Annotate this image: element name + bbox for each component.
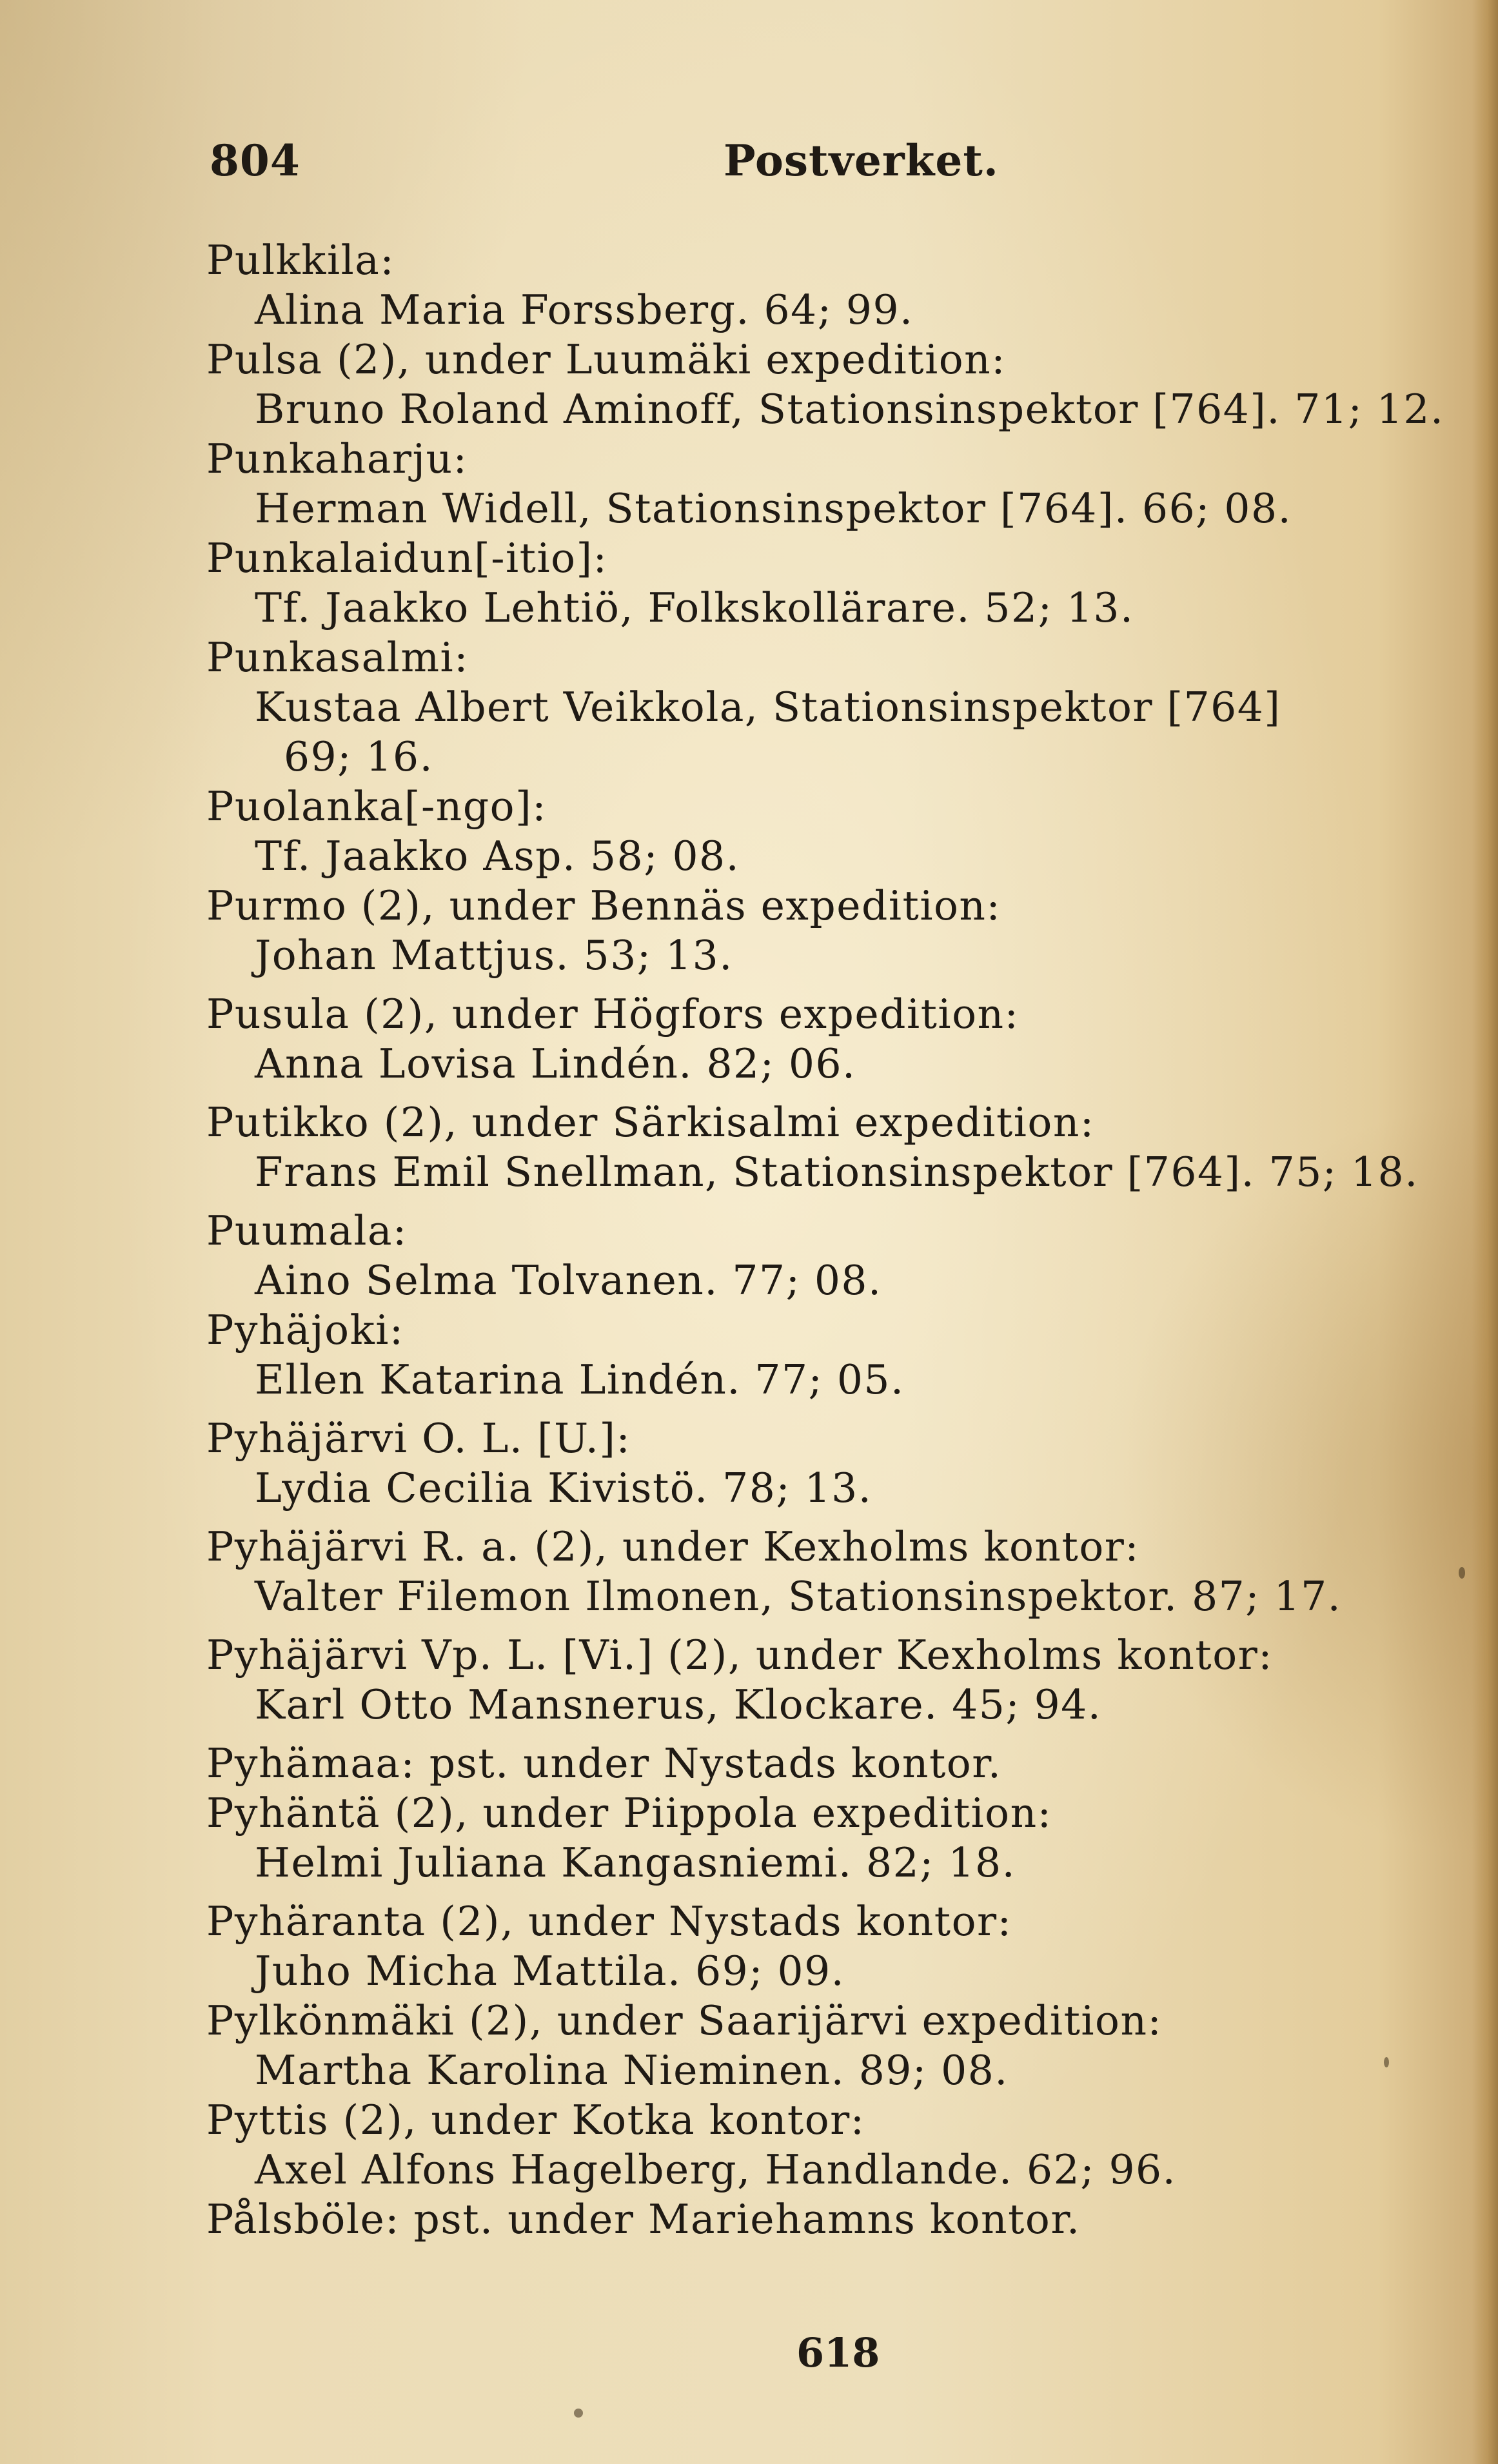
spacer <box>206 1887 1483 1897</box>
list-item <box>206 2095 1483 2194</box>
person-line: Lydia Cecilia Kivistö. 78; 13. <box>255 1464 872 1512</box>
place-name: Pusula (2), under Högfors expedition: <box>206 991 1020 1038</box>
person-line: Juho Micha Mattila. 69; 09. <box>255 1947 845 1995</box>
person-line: Valter Filemon Ilmonen, Stationsinspektor. 87; 17. <box>255 1573 1342 1620</box>
list-item <box>206 1788 1483 1887</box>
person-line: Karl Otto Mansnerus, Klockare. 45; 94. <box>255 1681 1102 1728</box>
list-item <box>206 533 1483 633</box>
person-line: Frans Emil Snellman, Stationsinspektor [764]. 75; 18. <box>255 1148 1419 1196</box>
ink-speck <box>574 2409 583 2418</box>
place-name: Puolanka[-ngo]: <box>206 783 547 830</box>
person-line: Bruno Roland Aminoff, Stationsinspektor [764]. 71; 12. <box>255 386 1444 433</box>
list-item <box>206 1996 1483 2095</box>
spacer <box>206 1730 1483 1739</box>
folio-number: 618 <box>796 2329 880 2376</box>
place-name: Pulkkila: <box>206 237 395 284</box>
person-line: Tf. Jaakko Asp. 58; 08. <box>255 833 740 880</box>
list-item <box>206 1305 1483 1404</box>
page-number: 804 <box>210 135 301 186</box>
place-name: Pylkönmäki (2), under Saarijärvi expedition: <box>206 1997 1163 2044</box>
list-item <box>206 881 1483 980</box>
list-item <box>206 335 1483 434</box>
place-name: Punkasalmi: <box>206 634 469 681</box>
list-item <box>206 1630 1483 1730</box>
place-name: Pyhämaa: pst. under Nystads kontor. <box>206 1740 1002 1787</box>
place-name: Pyhäjärvi Vp. L. [Vi.] (2), under Kexholms kontor: <box>206 1631 1273 1679</box>
spacer <box>206 980 1483 989</box>
place-name: Pyhäjoki: <box>206 1306 404 1354</box>
list-item <box>206 1897 1483 1996</box>
place-name: Purmo (2), under Bennäs expedition: <box>206 882 1001 929</box>
person-line: Ellen Katarina Lindén. 77; 05. <box>255 1356 905 1403</box>
person-line: Johan Mattjus. 53; 13. <box>255 932 733 979</box>
ink-speck <box>1459 1567 1465 1579</box>
spacer <box>206 1621 1483 1630</box>
list-item <box>206 235 1483 335</box>
person-line: Tf. Jaakko Lehtiö, Folkskollärare. 52; 13. <box>255 584 1134 631</box>
person-line: Aino Selma Tolvanen. 77; 08. <box>255 1257 882 1304</box>
place-name: Punkalaidun[-itio]: <box>206 535 608 582</box>
running-title: Postverket. <box>724 135 999 186</box>
place-name: Pyhäjärvi O. L. [U.]: <box>206 1415 631 1462</box>
person-line: Martha Karolina Nieminen. 89; 08. <box>255 2047 1009 2094</box>
person-line: Helmi Juliana Kangasniemi. 82; 18. <box>255 1839 1016 1886</box>
list-item <box>206 2194 1483 2244</box>
person-line: Alina Maria Forssberg. 64; 99. <box>255 286 914 333</box>
list-item <box>206 1522 1483 1621</box>
place-name: Putikko (2), under Särkisalmi expedition: <box>206 1099 1095 1146</box>
person-line: Kustaa Albert Veikkola, Stationsinspektor [764] <box>255 684 1281 731</box>
place-name: Pyttis (2), under Kotka kontor: <box>206 2096 865 2144</box>
person-line: Axel Alfons Hagelberg, Handlande. 62; 96. <box>255 2146 1177 2193</box>
list-item <box>206 1414 1483 1513</box>
ink-speck <box>1384 2057 1389 2067</box>
spacer <box>206 1197 1483 1206</box>
spacer <box>206 1404 1483 1414</box>
page-header <box>0 135 1498 200</box>
list-item <box>206 1206 1483 1305</box>
place-name: Puumala: <box>206 1207 408 1254</box>
person-line: Anna Lovisa Lindén. 82; 06. <box>255 1040 856 1087</box>
list-item <box>206 1739 1483 1788</box>
list-item <box>206 782 1483 881</box>
place-name: Pålsböle: pst. under Mariehamns kontor. <box>206 2196 1081 2243</box>
spacer <box>206 1089 1483 1098</box>
person-line: Herman Widell, Stationsinspektor [764]. 66; 08. <box>255 485 1292 532</box>
place-name: Punkaharju: <box>206 435 468 482</box>
place-name: Pyhäntä (2), under Piippola expedition: <box>206 1789 1052 1837</box>
place-name: Pyhäranta (2), under Nystads kontor: <box>206 1898 1012 1945</box>
spacer <box>206 1513 1483 1522</box>
list-item <box>206 989 1483 1089</box>
place-name: Pyhäjärvi R. a. (2), under Kexholms kontor: <box>206 1523 1140 1570</box>
list-item <box>206 633 1483 782</box>
list-item <box>206 1098 1483 1197</box>
post-office-list <box>206 235 1483 2244</box>
place-name: Pulsa (2), under Luumäki expedition: <box>206 336 1006 383</box>
list-item <box>206 434 1483 533</box>
person-line-continuation: 69; 16. <box>284 733 434 780</box>
